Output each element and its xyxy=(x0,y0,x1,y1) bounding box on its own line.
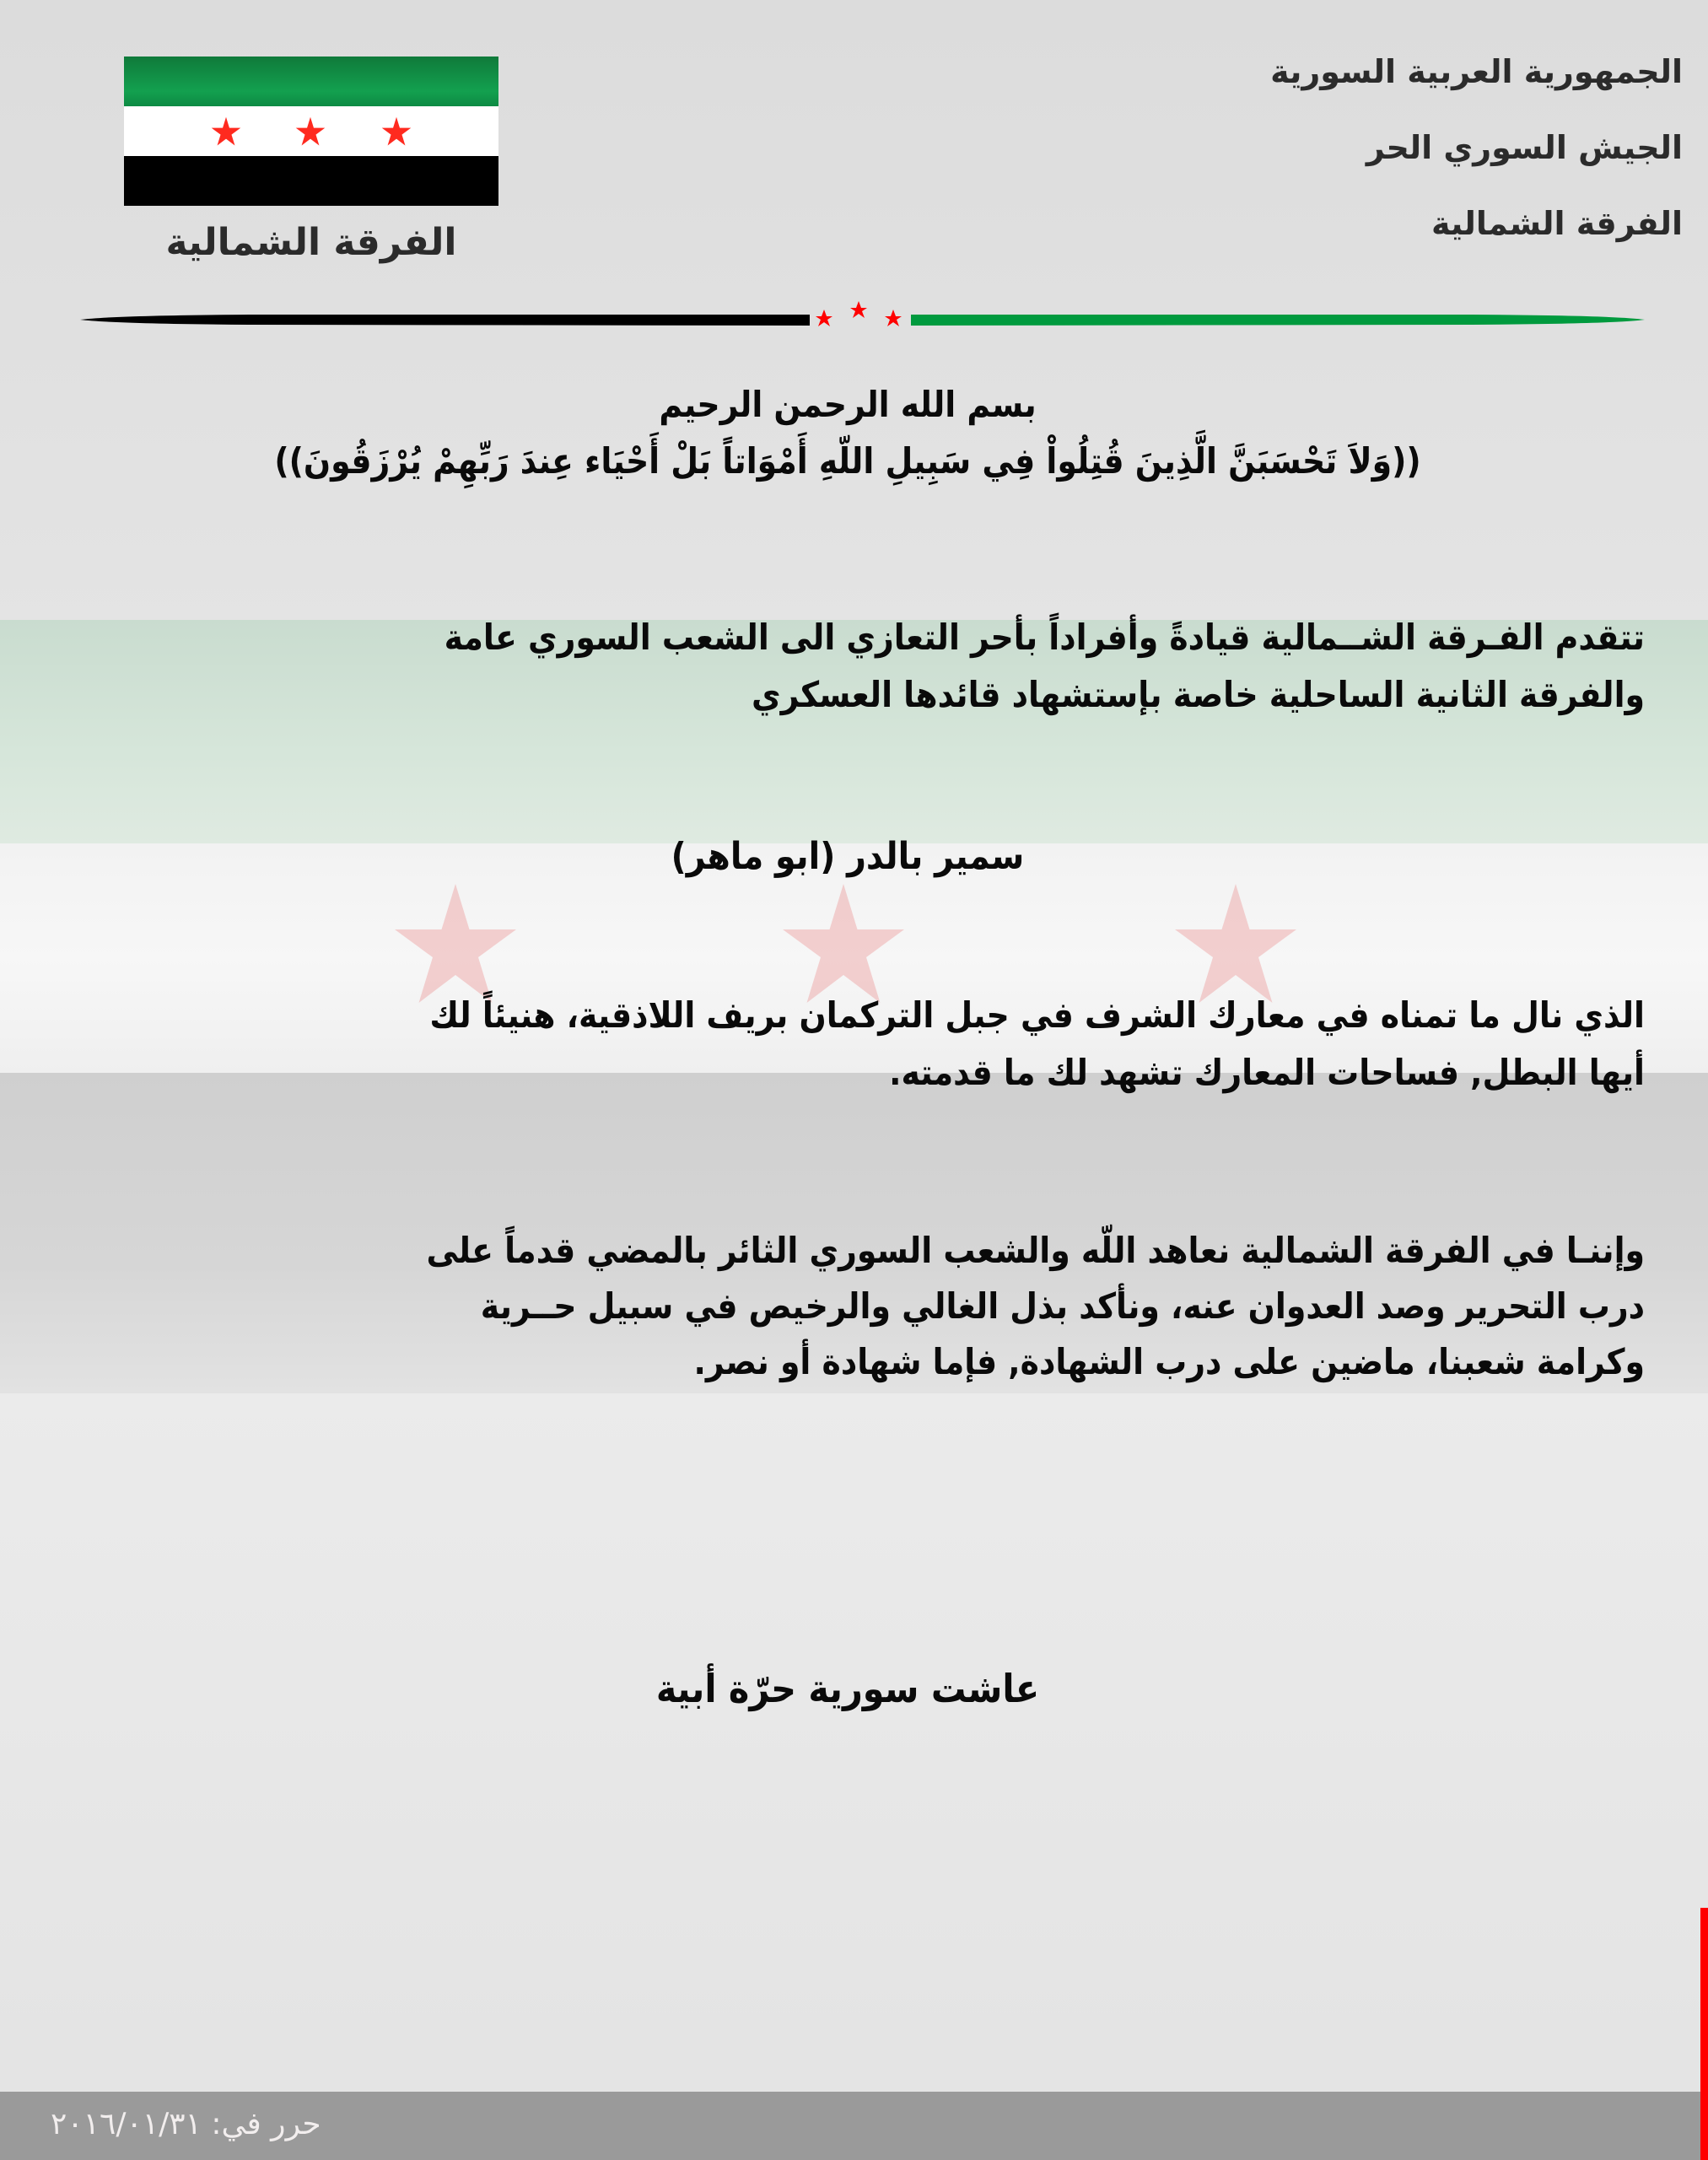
paragraph-line: والفرقة الثانية الساحلية خاصة بإستشهاد قائدها العسكري xyxy=(752,674,1645,715)
paragraph-line: وكرامة شعبنا، ماضين على درب الشهادة, فإما شهادة أو نصر. xyxy=(693,1341,1645,1382)
divider-black-segment xyxy=(80,315,810,326)
tribute-paragraph xyxy=(51,987,1645,1102)
flag-white-stripe xyxy=(124,106,498,156)
letterhead-army: الجيش السوري الحر xyxy=(1366,129,1683,166)
paragraph-line: وإننـا في الفرقة الشمالية نعاهد اللّه والشعب السوري الثائر بالمضي قدماً على xyxy=(426,1230,1645,1271)
divider-green-segment xyxy=(911,315,1645,326)
quran-verse: ((وَلاَ تَحْسَبَنَّ الَّذِينَ قُتِلُواْ فِي سَبِيلِ اللّهِ أَمْوَاتاً بَلْ أَحْيَاء عِندَ رَبِّهِمْ يُرْزَقُونَ)) xyxy=(274,440,1421,482)
condolence-paragraph xyxy=(51,609,1645,724)
logo-caption: الفرقة الشمالية xyxy=(165,221,457,264)
flag-black-stripe xyxy=(124,156,498,206)
footer-bar xyxy=(0,2092,1708,2160)
paragraph-line: تتقدم الفـرقة الشــمالية قيادةً وأفراداً بأحر التعازي الى الشعب السوري عامة xyxy=(444,617,1645,658)
martyr-name: سمير بالدر (ابو ماهر) xyxy=(671,835,1025,878)
header-divider xyxy=(80,299,1645,333)
issue-date: حرر في: ٢٠١٦/٠١/٣١ xyxy=(51,2107,321,2141)
letterhead-country: الجمهورية العربية السورية xyxy=(1270,53,1683,90)
divider-star-icon xyxy=(850,301,867,318)
red-accent-bar xyxy=(1700,1908,1708,2160)
syrian-revolution-flag-logo xyxy=(124,57,498,206)
basmala: بسم الله الرحمن الرحيم xyxy=(659,384,1037,425)
flag-green-stripe xyxy=(124,57,498,106)
star-icon xyxy=(210,116,242,147)
paragraph-line: درب التحرير وصد العدوان عنه، ونأكد بذل الغالي والرخيص في سبيل حــرية xyxy=(480,1285,1645,1327)
star-icon xyxy=(380,116,412,147)
closing-slogan: عاشت سورية حرّة أبية xyxy=(655,1666,1040,1711)
pledge-paragraph xyxy=(51,1223,1645,1390)
star-icon xyxy=(294,116,326,147)
letterhead-division: الفرقة الشمالية xyxy=(1431,205,1683,242)
paragraph-line: أيها البطل, فساحات المعارك تشهد لك ما قدمته. xyxy=(889,1052,1645,1093)
letterhead xyxy=(1270,46,1683,274)
divider-star-icon xyxy=(885,310,902,326)
divider-star-icon xyxy=(816,310,832,326)
paragraph-line: الذي نال ما تمناه في معارك الشرف في جبل التركمان بريف اللاذقية، هنيئاً لك xyxy=(429,994,1645,1036)
